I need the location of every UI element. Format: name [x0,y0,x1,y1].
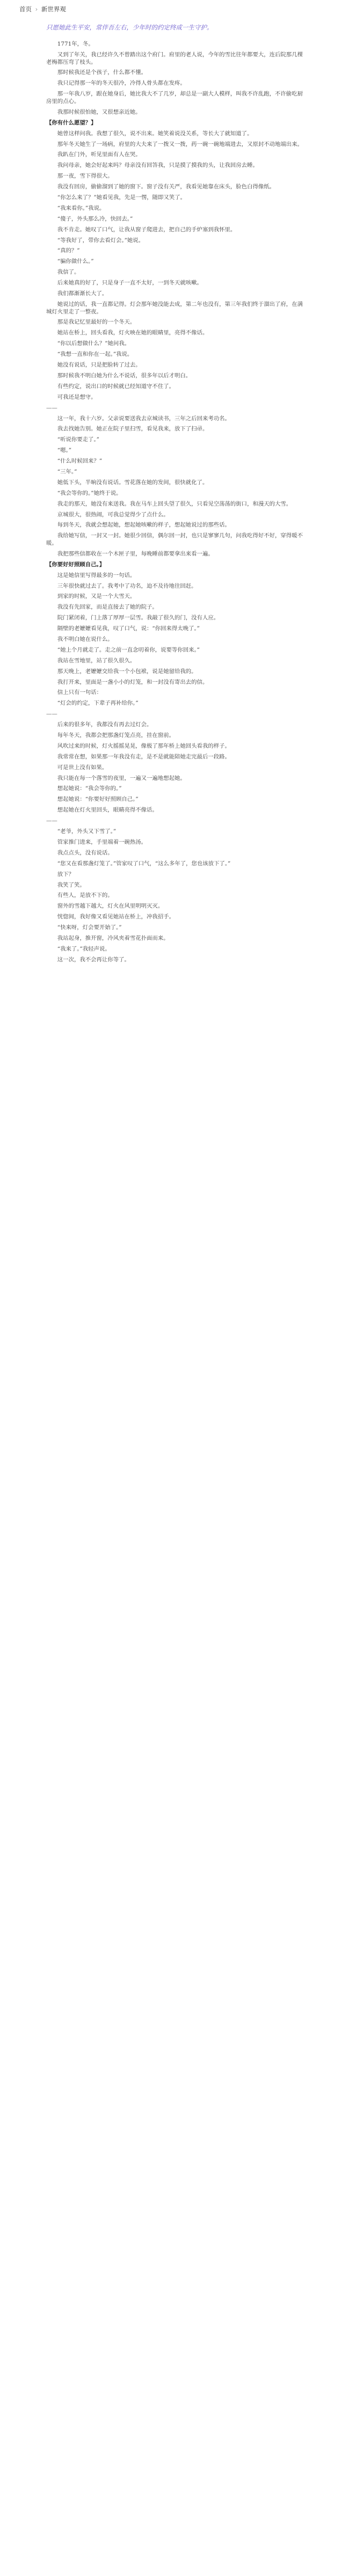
paragraph: 那年冬天她生了一场病，府里的大夫来了一拨又一拨，药一碗一碗地端进去，又原封不动地端出来。 [57,141,303,148]
paragraph: “我会等你的。”她终于说。 [57,490,122,497]
paragraph: 那一年我八岁，跟在她身后，她比我大不了几岁，却总是一副大人模样，叫我不许乱跑，不许偷吃厨房里的点心。 [46,91,303,105]
paragraph: “我来看你。”我说。 [57,205,105,211]
paragraph: —— [46,711,57,718]
paragraph: 有些约定，说出口的时候就已经知道守不住了。 [57,383,174,390]
breadcrumb [0,0,349,18]
paragraph: 她站在桥上，回头看我，灯火映在她的眼睛里，亮得不像话。 [57,330,208,337]
paragraph: 可是世上没有如果。 [57,764,108,771]
paragraph: 我把那些信都收在一个木匣子里，每晚睡前都要拿出来看一遍。 [57,550,214,557]
paragraph: “什么时候回来？” [57,458,103,465]
paragraph: “真的？” [57,247,80,254]
paragraph: “你怎么来了？”她看见我，先是一愣，随即又笑了。 [57,194,186,201]
paragraph: 那时候我不明白她为什么不说话，很多年以后才明白。 [57,372,192,379]
paragraph: 她曾这样问我。我想了很久，说不出来。她笑着说没关系，等长大了就知道了。 [57,130,253,137]
paragraph: 我只记得那一年的冬天很冷，冷得人骨头都在发疼。 [57,80,186,87]
breadcrumb-section[interactable]: 新世界观 [41,5,66,13]
paragraph: “嗯。” [57,447,72,454]
paragraph: “傻子，外头那么冷，快回去。” [57,215,133,222]
paragraph: “快来呀，灯会要开始了。” [57,924,122,931]
paragraph: 三年很快就过去了。我考中了功名，迫不及待地往回赶。 [57,582,197,589]
paragraph: 后来的很多年，我都没有再去过灯会。 [57,721,152,728]
paragraph: “灯会的约定，下辈子再补给你。” [57,700,139,707]
paragraph: 我站在雪地里，站了很久很久。 [57,657,136,664]
paragraph: “骗你做什么。” [57,258,94,265]
paragraph: 她说过的话，我一直都记得。灯会那年她没能去成，第二年也没有，第三年我们终于溜出了府，在满城灯火里走了一整夜。 [46,301,303,315]
paragraph: “我想一直和你在一起。”我说。 [57,351,133,358]
paragraph: 想起她说：“我会等你的。” [57,785,122,792]
paragraph: 院门紧闭着，门上落了厚厚一层雪。我敲了很久的门，没有人应。 [57,615,220,622]
paragraph: 想起她说：“你要好好照顾自己。” [57,796,139,803]
paragraph: 有些人，是放不下的。 [57,892,113,899]
paragraph: 这一次，我不会再让你等了。 [57,956,130,963]
paragraph: 京城很大，很热闹，可我总觉得少了点什么。 [57,511,169,518]
paragraph: 我不肯走。她叹了口气，让我从窗子爬进去，把自己的手炉塞到我怀里。 [57,226,236,233]
paragraph: —— [46,404,57,411]
paragraph: 我们都渐渐长大了。 [57,290,108,297]
paragraph: 信上只有一句话： [57,689,102,696]
paragraph: 那是我记忆里最好的一个冬天。 [57,319,136,326]
paragraph: 我去找她告别。她正在院子里扫雪，看见我来，放下了扫帚。 [57,426,208,433]
paragraph: 我走的那天，她没有来送我。我在马车上回头望了很久，只看见空荡荡的街口，和漫天的大雪。 [57,500,292,507]
paragraph: 管家推门进来，手里端着一碗热汤。 [57,838,147,845]
paragraph: 她低下头，半晌没有说话。雪花落在她的发间，很快就化了。 [57,479,208,486]
paragraph: 每到冬天，我就会想起她，想起她咳嗽的样子，想起她说过的那些话。 [57,522,230,529]
paragraph: 我那时候很怕她，又很想亲近她。 [57,108,141,115]
paragraph: 想起她在灯火里回头，眼睛亮得不像话。 [57,807,158,814]
paragraph: “我来了。”我轻声说。 [57,945,111,952]
paragraph: 【你要好好照顾自己。】 [46,561,105,568]
breadcrumb-separator: › [35,5,38,13]
paragraph: 我没有先回家，而是直接去了她的院子。 [57,604,158,611]
paragraph: 那天晚上，老嬷嬷交给我一个小包袱，说是她留给我的。 [57,668,197,675]
paragraph: 窗外的雪越下越大，灯火在风里明明灭灭。 [57,903,164,910]
breadcrumb-home[interactable]: 首页 [19,5,32,13]
paragraph: 隔壁的老嬷嬷看见我，叹了口气，说：“你回来得太晚了。” [57,625,200,632]
paragraph: 后来她真的好了，只是身子一直不太好，一到冬天就咳嗽。 [57,280,202,287]
paragraph: 我只能在每一个落雪的夜里，一遍又一遍地想起她。 [57,775,186,782]
paragraph: 我没有回房，偷偷溜到了她的窗下。窗子没有关严，我看见她靠在床头，脸色白得像纸。 [57,184,275,191]
paragraph: 我趴在门外，听见里面有人在哭。 [57,151,141,158]
paragraph: 又到了年关，我已经许久不曾踏出这个府门。府里的老人说，今年的雪比往年都要大，连后院那几棵老梅都压弯了枝头。 [46,51,303,65]
paragraph: 我站起身，推开窗，冷风夹着雪花扑面而来。 [57,935,169,942]
paragraph: 风吹过来的时候，灯火摇摇晃晃，像极了那年桥上她回头看我的样子。 [57,742,230,749]
paragraph: “老爷，外头又下雪了。” [57,828,117,835]
paragraph: 那时候我还是个孩子，什么都不懂。 [57,69,147,76]
paragraph: “听说你要走了。” [57,436,99,443]
paragraph: 我给她写信，一封又一封。她很少回信，偶尔回一封，也只是寥寥几句，问我吃得好不好，穿得暖不暖。 [46,532,303,546]
paragraph: “等我好了，带你去看灯会。”她说。 [57,237,144,244]
paragraph: 【你有什么愿望？】 [46,119,97,126]
paragraph: 这是她信里写得最多的一句话。 [57,572,136,579]
paragraph: 我问母亲，她会好起来吗？母亲没有回答我，只是摸了摸我的头，让我回房去睡。 [57,162,258,169]
paragraph: “您又在看那盏灯笼了。”管家叹了口气，“这么多年了，您也该放下了。” [57,860,231,867]
paragraph: 我不明白她在说什么。 [57,636,113,643]
paragraph: 恍惚间，我好像又看见她站在桥上，冲我招手。 [57,914,174,921]
paragraph: 每年冬天，我都会把那盏灯笼点亮，挂在窗前。 [57,732,174,739]
paragraph: 那一夜，雪下得很大。 [57,173,113,180]
paragraph: 放下？ [57,871,74,878]
paragraph: 我笑了笑。 [57,881,85,888]
paragraph: 这一年，我十六岁。父亲说要送我去京城读书，三年之后回来考功名。 [57,415,230,422]
paragraph: 我点点头，没有说话。 [57,849,113,856]
paragraph: 我打开来，里面是一盏小小的灯笼，和一封没有寄出去的信。 [57,678,208,685]
paragraph: “三年。” [57,468,77,475]
paragraph: 到家的时候，又是一个大雪天。 [57,593,136,600]
paragraph: 1771年，冬。 [57,41,94,47]
paragraph: 我常常在想，如果那一年我没有走，是不是就能陪她走完最后一段路。 [57,753,230,760]
paragraph: “你以后想做什么？”她问我。 [57,340,130,347]
paragraph: 我信了。 [57,269,80,276]
page [0,0,349,980]
paragraph: —— [46,818,57,824]
chapter-intro: 只愿她此生平安，常伴吾左右，少年时的约定终成一生守护。 [46,24,213,31]
paragraph: 她没有说话，只是把脸转了过去。 [57,362,141,369]
paragraph: “她上个月就走了。走之前一直念叨着你，说要等你回来。” [57,646,200,653]
paragraph: 可我还是想守。 [57,393,97,400]
article-body [0,41,349,964]
